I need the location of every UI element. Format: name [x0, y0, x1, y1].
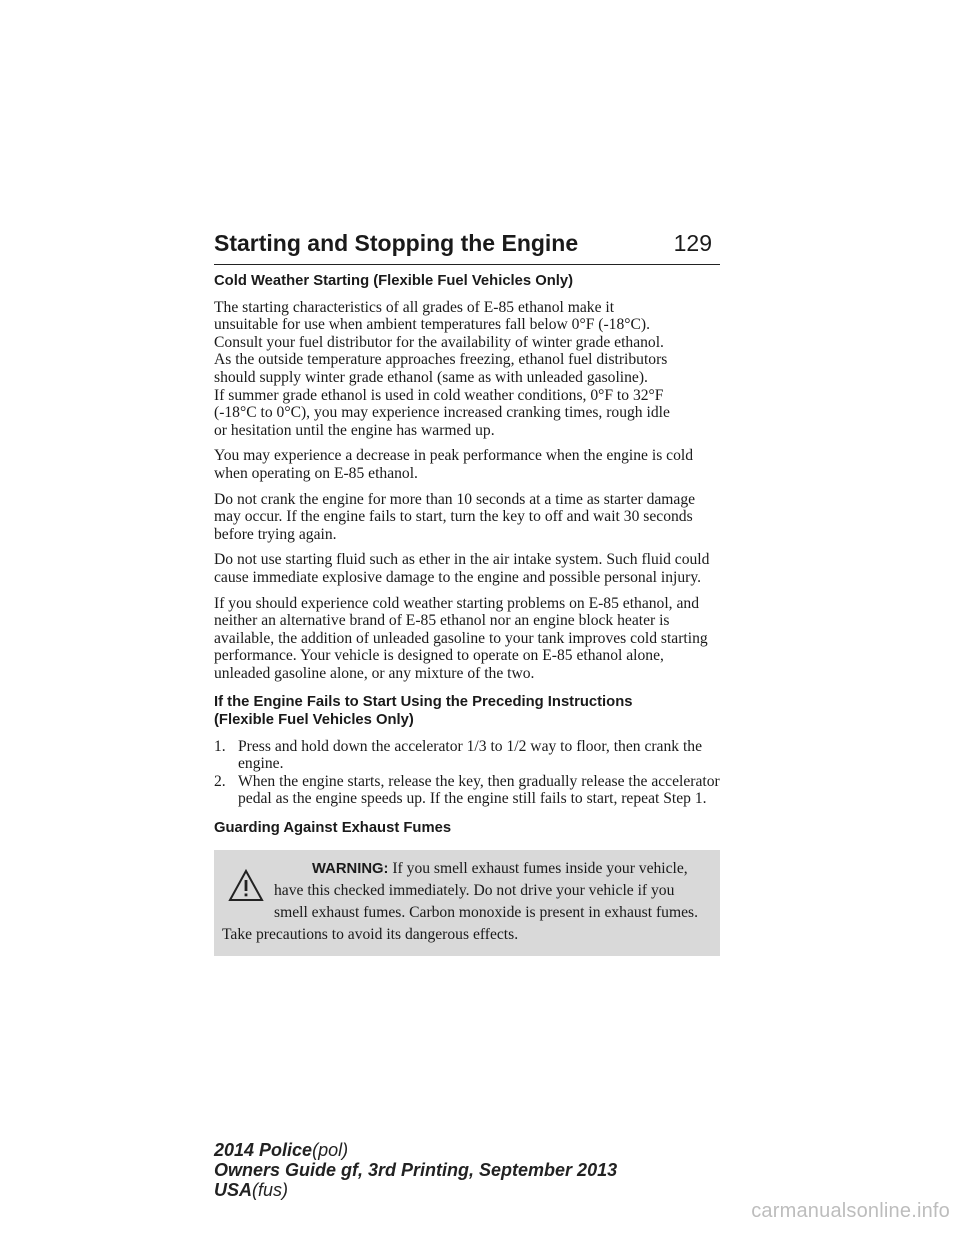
text-line: If summer grade ethanol is used in cold weather conditions, 0°F to 32°F [214, 386, 664, 404]
paragraph-cold-starting-problems: If you should experience cold weather starting problems on E-85 ethanol, and neither an alternative brand of E-85 ethanol nor an engine block heater is available, the addition of unleaded gasoline to your tank improves cold starting performance. Your vehicle is designed to operate on E-85 ethanol alone, unleaded gasoline alone, or any mixture of the two. [214, 594, 708, 682]
heading-line: (Flexible Fuel Vehicles Only) [214, 712, 414, 729]
step-number: 1. [214, 737, 226, 755]
chapter-title: Starting and Stopping the Engine [214, 230, 579, 256]
footer-market: USA [214, 1180, 253, 1200]
footer-model-code: (pol) [312, 1140, 349, 1160]
text-line: (-18°C to 0°C), you may experience increased cranking times, rough idle [214, 404, 670, 422]
warning-triangle-icon [228, 868, 264, 904]
warning-label: WARNING: [312, 860, 389, 877]
list-item [214, 738, 720, 773]
text-line: As the outside temperature approaches freezing, ethanol fuel distributors [214, 351, 668, 369]
steps-list [214, 738, 720, 808]
text-line: should supply winter grade ethanol (same as with unleaded gasoline). [214, 368, 648, 386]
footer-model: 2014 Police [214, 1140, 313, 1160]
warning-text: If you smell exhaust fumes inside your vehicle, have this checked immediately. Do not drive your vehicle if you smell exhaust fumes. Carbon monoxide is present in exhaust fumes. Take precautions to avoid its dangerous effects. [222, 859, 698, 943]
section-heading-cold-weather: Cold Weather Starting (Flexible Fuel Vehicles Only) [214, 273, 574, 289]
text-line: Consult your fuel distributor for the availability of winter grade ethanol. [214, 333, 664, 351]
footer-line [214, 1180, 617, 1200]
section-heading-fails-to-start [214, 694, 720, 729]
list-item [214, 773, 720, 808]
footer-market-code: (fus) [252, 1180, 289, 1200]
text-line: The starting characteristics of all grades of E-85 ethanol make it [214, 298, 615, 316]
paragraph-crank-limit: Do not crank the engine for more than 10 seconds at a time as starter damage may occur. If the engine fails to start, turn the key to off and wait 30 seconds before trying again. [214, 490, 696, 543]
heading-line: If the Engine Fails to Start Using the Preceding Instructions [214, 694, 633, 711]
paragraph-starting-fluid: Do not use starting fluid such as ether in the air intake system. Such fluid could cause immediate explosive damage to the engine and possible personal injury. [214, 551, 710, 586]
page-footer [214, 1140, 617, 1200]
paragraph-cold-weather-intro [214, 299, 720, 440]
footer-edition: Owners Guide gf, 3rd Printing, September 2013 [214, 1160, 618, 1180]
step-number: 2. [214, 772, 226, 790]
section-heading-exhaust: Guarding Against Exhaust Fumes [214, 820, 452, 837]
page-number: 129 [673, 230, 712, 256]
paragraph-peak-performance: You may experience a decrease in peak performance when the engine is cold when operating on E-85 ethanol. [214, 447, 694, 482]
step-text: When the engine starts, release the key, then gradually release the accelerator pedal as the engine speeds up. If the engine still fails to start, repeat Step 1. [238, 772, 720, 808]
text-line: unsuitable for use when ambient temperatures fall below 0°F (-18°C). [214, 316, 650, 334]
watermark: carmanualsonline.info [751, 1200, 950, 1222]
step-text: Press and hold down the accelerator 1/3 to 1/2 way to floor, then crank the engine. [238, 737, 703, 773]
page-header [214, 230, 720, 265]
text-line: or hesitation until the engine has warmed up. [214, 421, 495, 439]
page-content [214, 273, 720, 956]
footer-line [214, 1140, 617, 1160]
warning-box [214, 850, 720, 956]
